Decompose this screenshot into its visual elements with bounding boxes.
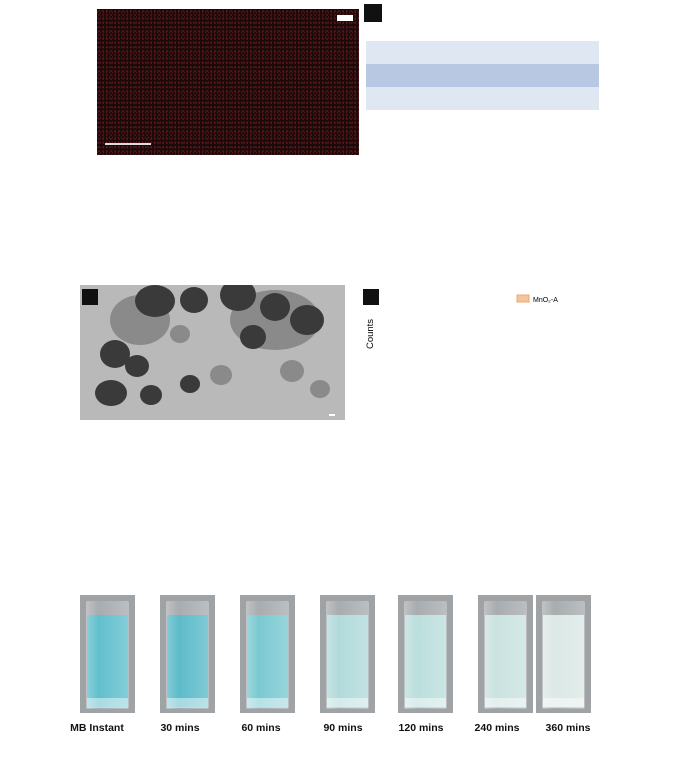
vial-glass [246,601,289,709]
panel-a-label [82,289,98,305]
vial-image [240,595,295,713]
table-header [424,25,482,41]
table-header [483,25,541,41]
table-cell [366,64,424,87]
vial-glass [542,601,585,709]
y-axis-label: Counts [365,318,376,350]
table-cell [366,41,424,64]
vial-base [405,698,446,708]
element-tag [337,15,353,21]
table-row [366,87,599,110]
table-cell [424,64,482,87]
vial-label: MB Instant [70,722,124,734]
table-header-row [366,25,599,41]
vial-base [543,698,584,708]
table-cell [541,64,599,87]
table-cell [483,87,541,110]
vial-base [167,698,208,708]
table-cell [483,41,541,64]
scalebar [105,143,151,145]
table-cell [366,87,424,110]
vial-image [478,595,533,713]
legend-label: MnO₂-A [533,297,558,304]
vial-image [536,595,591,713]
vial-glass [326,601,369,709]
table-cell [541,41,599,64]
table-cell [424,41,482,64]
vial-glass [166,601,209,709]
particle-size-histogram [357,285,597,417]
vial-label: 30 mins [160,722,200,734]
panel-f-label [364,4,382,22]
vial-base [327,698,368,708]
vial-label: 90 mins [323,722,363,734]
vial-base [485,698,526,708]
table-cell [424,87,482,110]
table-header [366,25,424,41]
legend-swatch [517,295,529,302]
table-header [541,25,599,41]
table-cell [483,64,541,87]
table-row [366,41,599,64]
vial-base [247,698,288,708]
vial-glass [404,601,447,709]
vial-base [87,698,128,708]
composition-table [366,25,599,110]
table-row [366,64,599,87]
vial-label: 360 mins [545,722,591,734]
histogram-svg [357,285,597,417]
vial-glass [484,601,527,709]
vial-photo-strip [80,595,600,715]
tem-image [80,285,345,420]
vial-label: 60 mins [241,722,281,734]
sem-mapping-image-mn [97,9,359,155]
vial-image [398,595,453,713]
vial-label: 120 mins [398,722,444,734]
panel-b-label [363,289,379,305]
vial-image [160,595,215,713]
vial-glass [86,601,129,709]
vial-image [320,595,375,713]
vial-label: 240 mins [474,722,520,734]
tem-scalebar-text [329,414,335,416]
vial-image [80,595,135,713]
table-cell [541,87,599,110]
